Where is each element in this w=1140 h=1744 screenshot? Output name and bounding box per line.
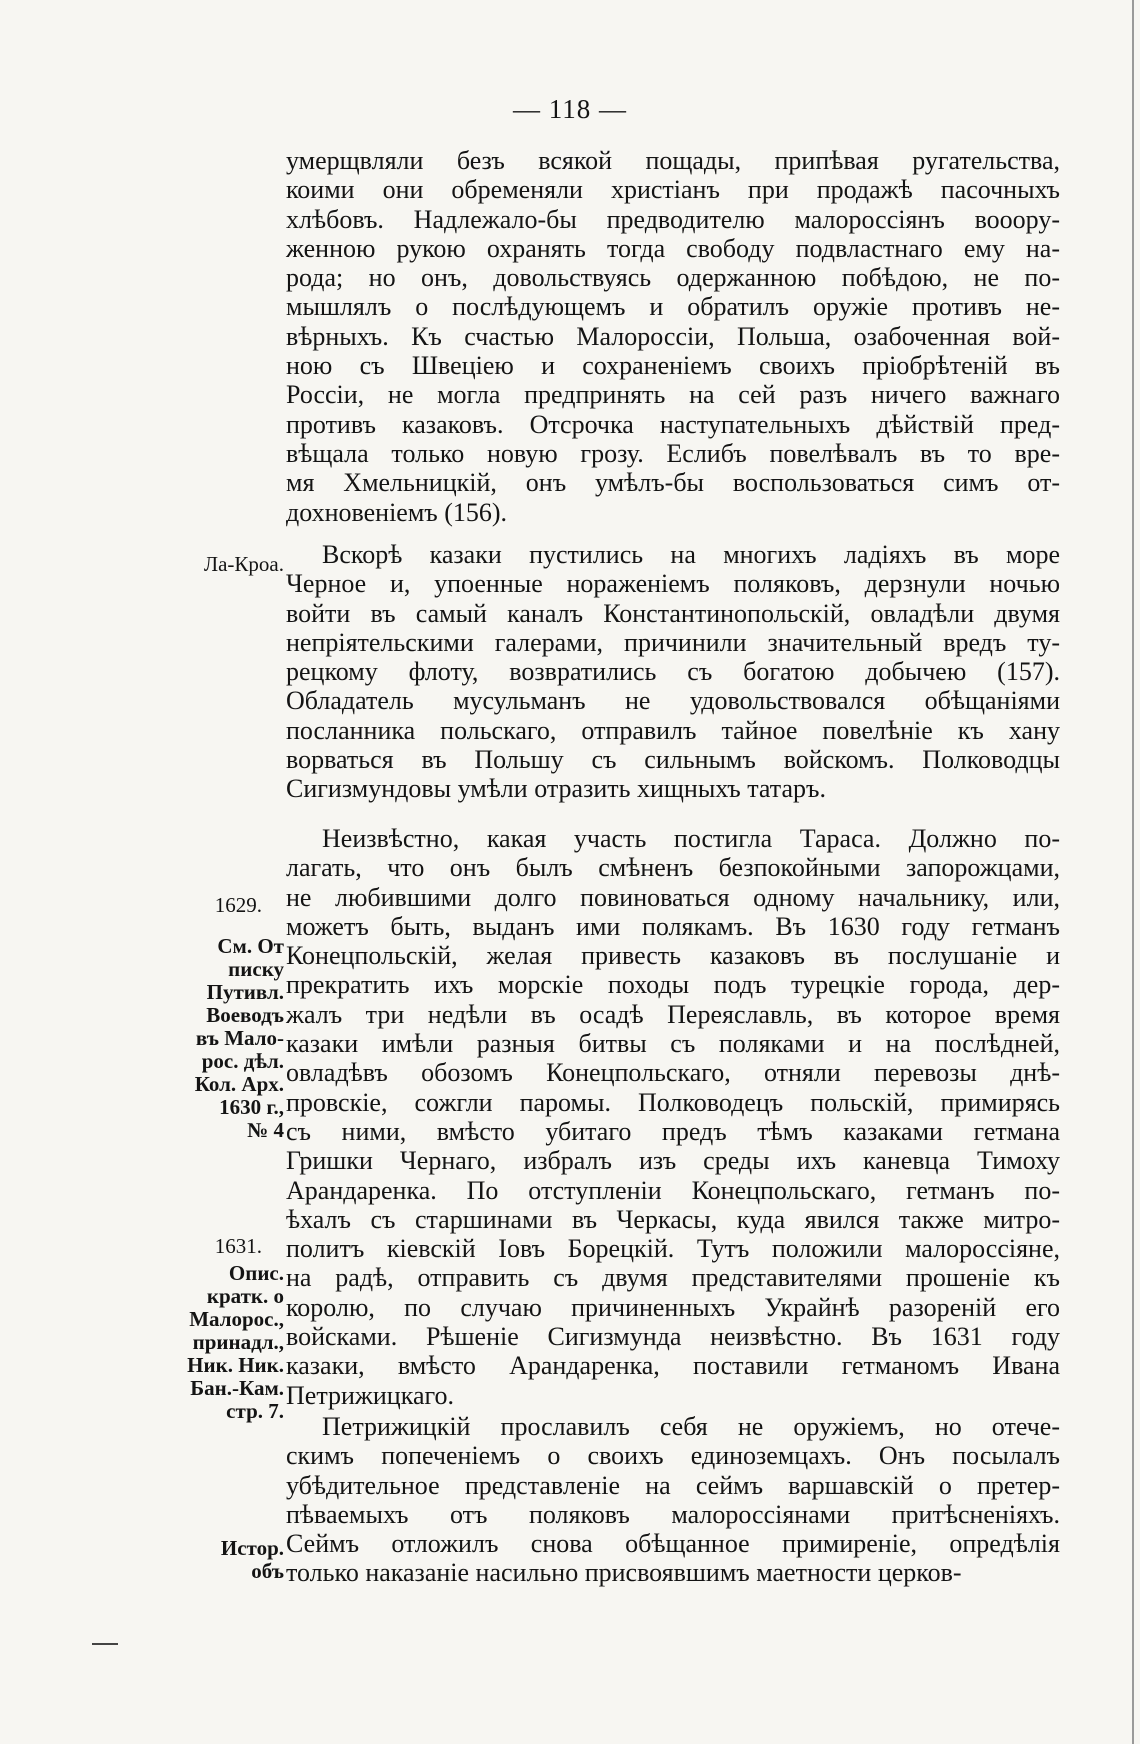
- paragraph-4: [286, 1412, 1060, 1588]
- margin-note-line: 1631.: [214, 1234, 262, 1258]
- text-line: непріятельскими галерами, причинили значительный вредъ ту-: [286, 627, 1060, 657]
- margin-note-line: Опис.: [228, 1261, 284, 1285]
- text-line: рецкому флоту, возвратились съ богатою добычею (157).: [286, 657, 1060, 687]
- paragraph-2: [286, 540, 1060, 804]
- text-line: мя Хмельницкій, онъ умѣлъ-бы воспользоваться симъ от-: [286, 468, 1060, 498]
- text-line: прекратить ихъ морскіе походы подъ турецкіе города, дер-: [286, 970, 1060, 1000]
- text-line: мышлялъ о послѣдующемъ и обратилъ оружіе противъ не-: [286, 292, 1060, 322]
- text-line: Арандаренка. По отступленіи Конецпольскаго, гетманъ по-: [286, 1175, 1060, 1205]
- margin-note-line: принадл.,: [192, 1330, 284, 1354]
- margin-note-ref-putivl: [172, 935, 284, 1142]
- text-line: казаки, вмѣсто Арандаренка, поставили гетманомъ Ивана: [286, 1351, 1060, 1381]
- margin-note-line: кратк. о: [206, 1284, 284, 1308]
- margin-note-line: Кол. Арх.: [194, 1072, 284, 1096]
- paragraph-3: [286, 824, 1060, 1410]
- margin-note-year-1629: [150, 894, 262, 917]
- text-line: Сеймъ отложилъ снова обѣщанное примиреніе, опредѣлія: [286, 1529, 1060, 1559]
- text-line: пѣваемыхъ отъ поляковъ малороссіянами притѣсненіяхъ.: [286, 1499, 1060, 1529]
- text-line: можетъ быть, выданъ ими полякамъ. Въ 1630 году гетманъ: [286, 911, 1060, 941]
- text-line: не любившими долго повиноваться одному начальнику, или,: [286, 882, 1060, 912]
- text-line: рода; но онъ, довольствуясь одержанною побѣдою, не по-: [286, 263, 1060, 293]
- text-line: овладѣвъ обозомъ Конецпольскаго, отняли перевозы днѣ-: [286, 1058, 1060, 1088]
- margin-note-line: Бан.-Кам.: [190, 1376, 284, 1400]
- text-line: Гришки Чернаго, избралъ изъ среды ихъ каневца Тимоху: [286, 1146, 1060, 1176]
- text-line: Черное и, упоенные нораженіемъ поляковъ, дерзнули ночью: [286, 569, 1060, 599]
- scan-edge: [1132, 0, 1134, 1744]
- text-line: противъ казаковъ. Отсрочка наступательныхъ дѣйствій пред-: [286, 409, 1060, 439]
- text-line: Неизвѣстно, какая участь постигла Тараса. Должно по-: [322, 824, 1060, 853]
- margin-note-line: объ: [251, 1559, 284, 1583]
- text-line: казаки имѣли разныя битвы съ поляками и на послѣдней,: [286, 1029, 1060, 1059]
- text-line: вѣрныхъ. Къ счастью Малороссіи, Польша, озабоченная вой-: [286, 321, 1060, 351]
- margin-note-line: № 4: [247, 1118, 284, 1142]
- text-line: посланника польскаго, отправилъ тайное повелѣніе къ хану: [286, 715, 1060, 745]
- text-line: ворваться въ Польшу съ сильнымъ войскомъ. Полководцы: [286, 745, 1060, 775]
- text-line: ною съ Швеціею и сохраненіемъ своихъ пріобрѣтеній въ: [286, 351, 1060, 381]
- text-line: Вскорѣ казаки пустились на многихъ ладіяхъ въ море: [322, 540, 1060, 569]
- margin-note-line: 1630 г.,: [219, 1095, 284, 1119]
- margin-note-line: Истор.: [220, 1536, 284, 1560]
- margin-note-ref-opis: [172, 1262, 284, 1423]
- text-line: коими они обременяли христіанъ при продажѣ пасочныхъ: [286, 175, 1060, 205]
- margin-note-ref-istor: [172, 1537, 284, 1583]
- margin-note-line: стр. 7.: [226, 1399, 284, 1423]
- margin-note-year-1631: [150, 1235, 262, 1258]
- margin-note-line: 1629.: [214, 893, 262, 917]
- text-line: убѣдительное представленіе на сеймъ варшавскій о претер-: [286, 1470, 1060, 1500]
- margin-note-la-kroa: [172, 553, 284, 576]
- text-line: ѣхалъ съ старшинами въ Черкасы, куда явился также митро-: [286, 1204, 1060, 1234]
- paragraph-1: [286, 146, 1060, 527]
- margin-note-line: Малорос.,: [189, 1307, 284, 1331]
- text-line: на радѣ, отправить съ двумя представителями прошеніе къ: [286, 1263, 1060, 1293]
- margin-note-line: См. От: [217, 934, 284, 958]
- scan-mark: [92, 1643, 118, 1645]
- text-line: съ ними, вмѣсто убитаго предъ тѣмъ казаками гетмана: [286, 1116, 1060, 1146]
- text-line: Петрижицкій прославилъ себя не оружіемъ, но отече-: [322, 1412, 1060, 1441]
- text-line: провскіе, сожгли паромы. Полководецъ польскій, примирясь: [286, 1087, 1060, 1117]
- text-line: только наказаніе насильно присвоявшимъ маетности церков-: [286, 1558, 962, 1588]
- text-line: хлѣбовъ. Надлежало-бы предводителю малороссіянъ вооору-: [286, 204, 1060, 234]
- margin-note-line: рос. дѣл.: [201, 1049, 284, 1073]
- text-line: королю, по случаю причиненныхъ Украйнѣ разореній его: [286, 1292, 1060, 1322]
- text-line: политъ кіевскій Іовъ Борецкій. Тутъ положили малороссіяне,: [286, 1234, 1060, 1264]
- text-line: Конецпольскій, желая привесть казаковъ въ послушаніе и: [286, 941, 1060, 971]
- text-line: Обладатель мусульманъ не удовольствовался обѣщаніями: [286, 686, 1060, 716]
- text-line: жалъ три недѣли въ осадѣ Переяславль, въ которое время: [286, 999, 1060, 1029]
- text-line: вѣщала только новую грозу. Еслибъ повелѣвалъ въ то вре-: [286, 438, 1060, 468]
- margin-note-line: Ник. Ник.: [187, 1353, 284, 1377]
- text-line: дохновеніемъ (156).: [286, 497, 508, 527]
- text-line: Россіи, не могла предпринять на сей разъ ничего важнаго: [286, 380, 1060, 410]
- text-line: скимъ попеченіемъ о своихъ единоземцахъ. Онъ посылалъ: [286, 1441, 1060, 1471]
- margin-note-line: Путивл.: [206, 980, 284, 1004]
- text-line: умерщвляли безъ всякой пощады, припѣвая ругательства,: [286, 146, 1060, 175]
- text-line: войсками. Рѣшеніе Сигизмунда неизвѣстно. Въ 1631 году: [286, 1322, 1060, 1352]
- text-line: Сигизмундовы умѣли отразить хищныхъ татаръ.: [286, 774, 826, 804]
- margin-note-line: писку: [228, 957, 284, 981]
- page-number: — 118 —: [513, 94, 627, 124]
- text-line: войти въ самый каналъ Константинопольскій, овладѣли двумя: [286, 598, 1060, 628]
- text-line: Петрижицкаго.: [286, 1380, 454, 1410]
- text-line: лагать, что онъ былъ смѣненъ безпокойными запорожцами,: [286, 853, 1060, 883]
- margin-note-line: Воеводъ: [206, 1003, 284, 1027]
- margin-note-line: Ла-Кроа.: [203, 552, 284, 576]
- margin-note-line: въ Мало-: [195, 1026, 284, 1050]
- text-line: женною рукою охранять тогда свободу подвластнаго ему на-: [286, 233, 1060, 263]
